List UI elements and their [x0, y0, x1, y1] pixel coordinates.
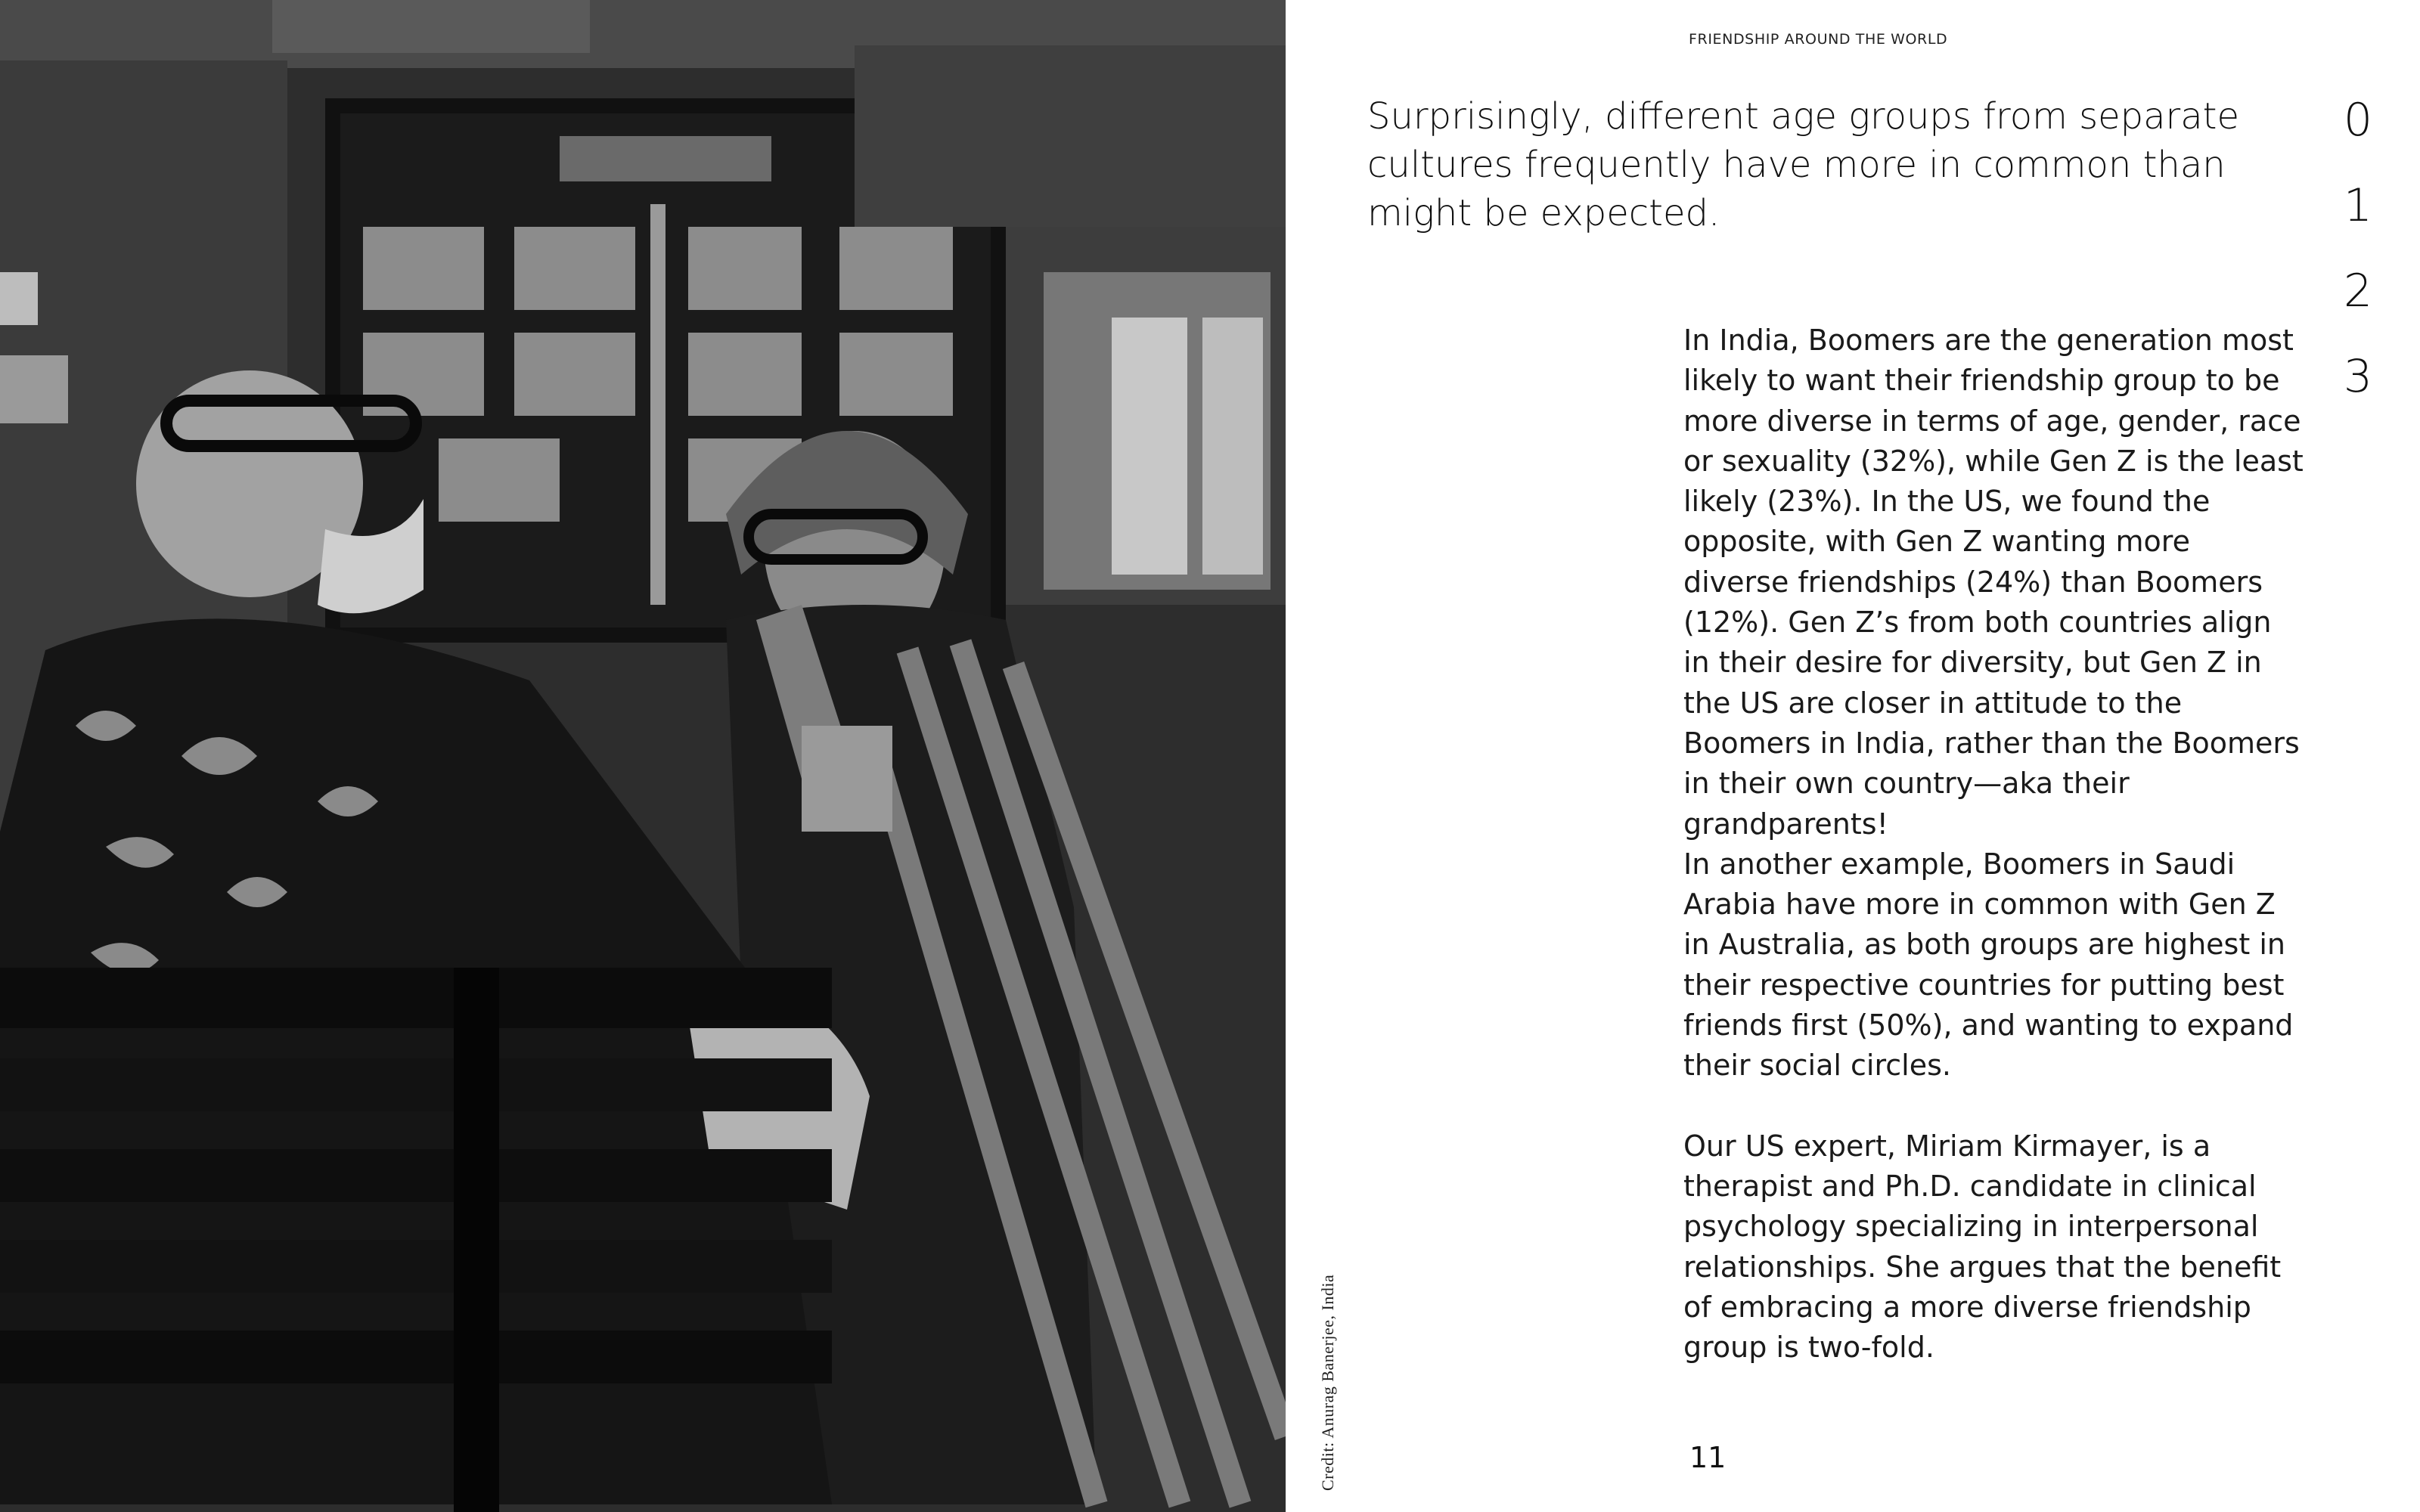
running-head: FRIENDSHIP AROUND THE WORLD [1689, 31, 1948, 48]
page-number: 11 [1689, 1441, 1727, 1474]
chapter-nav-0[interactable]: 0 [2343, 94, 2373, 147]
body-paragraph: In another example, Boomers in Saudi Arabia have more in common with Gen Z in Australia, as both groups are highest in their respective countries for putting best friends first (50%), and wanting to expand their social circles. [1683, 847, 2294, 1083]
photo-credit: Credit: Anurag Banerjee, India [1318, 1274, 1337, 1491]
body-paragraph: In India, Boomers are the generation most likely to want their friendship group to be more diverse in terms of age, gender, race or sexuality (32%), while Gen Z is the least likely (23%). In the US, we found the opposite, with Gen Z wanting more diverse friendships (24%) than Boomers (12%). Gen Z’s from both countries align in their desire for diversity, but Gen Z in the US are closer in attitude to the Boomers in India, rather than the Boomers in their own country—aka their grandparents! [1683, 324, 2304, 841]
body-paragraph: Our US expert, Miriam Kirmayer, is a therapist and Ph.D. candidate in clinical psychology specializing in interpersonal relationships. She argues that the benefit of embracing a more diverse friendship group is two-fold. [1683, 1129, 2282, 1365]
chapter-nav-1[interactable]: 1 [2343, 179, 2373, 232]
body-text [1683, 321, 2304, 1368]
chapter-nav [2341, 85, 2375, 426]
chapter-nav-2[interactable]: 2 [2343, 265, 2373, 318]
pull-quote: Surprisingly, different age groups from separate cultures frequently have more in common than might be expected. [1367, 95, 2240, 234]
chapter-nav-3[interactable]: 3 [2343, 350, 2373, 403]
